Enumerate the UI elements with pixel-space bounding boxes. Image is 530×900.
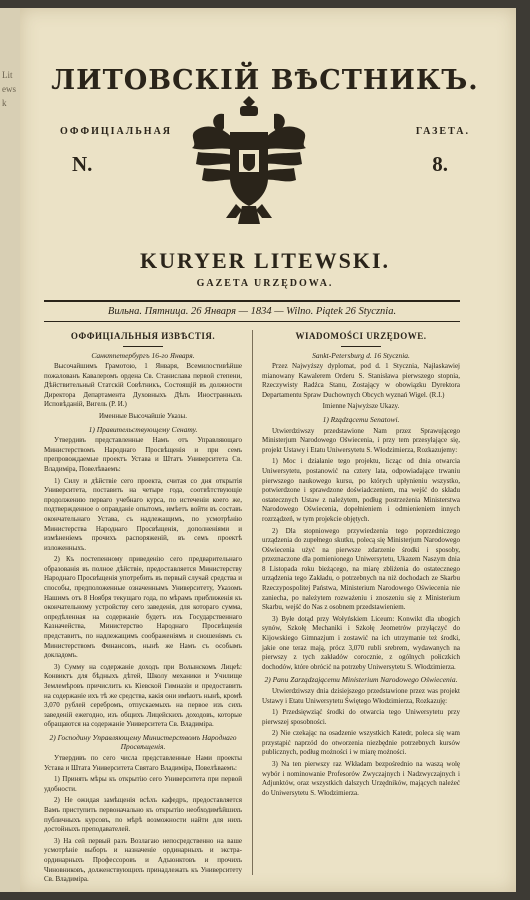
masthead-subtitle-right: ГАЗЕТА. (415, 126, 470, 137)
paragraph: 1) Moc i działanie tego projektu, licząc od dnia otwarcia Uniwersytetu, postanowić na cztery lata, odpowiadające trwaniu pierwszego naukowego kursu, po których upłynieniu wszystko, potwierdzone i sprawdzone doświadczeniem, ma wejść do składu ostatecznych Ustaw z należytem, podług postrzeżenia Ministerstwa Narodowego Oświecenia, dopełnieniem i odmienieniem innych rozrządzeń, w tym projekcie objętych. (262, 457, 460, 523)
subsection-heading: 1) Правительствующему Сенату. (88, 424, 198, 434)
paragraph: Utwierdziwszy dnia dzisiejszego przedstawione przez was projekt Ustawy i Etatu Uniwersytetu Świętego Włodzimierza, Rozkazuję: (262, 686, 460, 705)
paragraph: 3) Na ten pierwszy raz Wkładam bezpośrednio na waszą wolę wybór i nominowanie Profesorów Zwyczajnych i Nadzwyczajnych i Adjunktów, oraz wszystkich dalszych Urzędników, mających należeć do Uniwersytetu S. Włodzimierza. (262, 760, 460, 797)
section-heading: Именные Высочайшіе Указы. (99, 412, 187, 421)
paragraph: 2) Dla stopniowego przywiedzenia tego poprzedniczego urządzenia do zupełnego skutku, polecą się Ministerjum Narodowego Oświecenia użyć na pierwsze zdarzenie środki i sposoby, przeznaczone dla pomienionego Uniwersytetu, Ukazem Naszym dnia 8 Listopada roku bieżącego, na miarę zbliżenia do ostatecznego urządzenia tego Zakładu, o potrzebnych na niż dochodach ze Skarbu Rzeczypospolitej Państwa, Ministerium Narodowego Oświecenia nie zaniecha, po należytem rozważeniu i znoszeniu się z Ministerium Skarbu, wejść do Nas z osobnem przedstawieniem. (262, 526, 460, 612)
subsection-heading: 2) Господину Управляющему Министерствомъ Народнаго Просвѣщенія. (49, 732, 237, 752)
paragraph: Utwierdziwszy przedstawione Nam przez Sprawującego Ministerjum Narodowego Oświecenia, i przy tem przesyłające się, projekt Ustawy i Etatu Uniwersytetu S. Włodzimierza, Rozkazujemy: (262, 426, 460, 454)
rule-top (44, 300, 460, 302)
paragraph: 1) Принять мѣры къ открытію сего Университета при первой удобности. (44, 775, 242, 793)
masthead-title: ЛИТОВСКІЙ ВѢСТНИКЪ. (51, 65, 479, 96)
previous-page-text: Litewsk (2, 70, 16, 108)
previous-page-edge (0, 8, 21, 892)
polish-masthead-subtitle: GAZETA URZĘDOWA. (196, 278, 334, 289)
masthead-subtitle-left: ОФФИЦІАЛЬНАЯ (60, 126, 173, 137)
paragraph: 2) Къ постепенному приведенію сего предварительнаго образованія въ полное дѣйствіе, предоставляется Министерству Народнаго Просвѣщенія употребить въ первый случай средства и способы, предположенные означеннымъ Университету, Указомъ Нашимъ отъ 8 Ноября текущаго года, по мѣрамъ приближенія къ окончательному устройству сего заведенія, для котораго сумма, опредѣленная на содержаніе будетъ изъ Государственнаго Казначейства, Министерство Народнаго Просвѣщенія представитъ, по надлежащимъ соображеніямъ и сношеніямъ съ Министерствомъ Финансовъ, нынѣ же Намъ съ особымъ докладомъ. (44, 555, 242, 660)
date-line: Вильна. Пятница. 26 Января — 1834 — Wilno. Piątek 26 Stycznia. (107, 306, 397, 317)
section-heading: Imienne Najwyższe Ukazy. (322, 402, 400, 411)
issue-label: N. (72, 152, 93, 176)
paragraph: 3) На сей первый разъ Возлагаю непосредственно на ваше усмотрѣніе выборъ и назначеніе ординарныхъ и экстра-ординарныхъ Профессоровъ и Адъюнктовъ и прочихъ Чиновниковъ, долженствующихъ принадлежать къ Университету Св. Владиміра. (44, 836, 242, 884)
column-heading: WIADOMOŚCI URZĘDOWE. (295, 331, 427, 341)
paragraph: Утвердивъ по сего числа представленные Нами проекты Устава и Штата Университета Святаго Владиміра, Повелѣваемъ: (44, 753, 242, 772)
column-polish (262, 330, 460, 875)
double-headed-eagle-emblem (184, 92, 314, 232)
paragraph: 1) Przedsięwziąć środki do otwarcia tego Uniwersytetu przy pierwszej sposobności. (262, 708, 460, 726)
subsection-heading: 1) Rządzącemu Senatowi. (322, 415, 400, 425)
column-divider (252, 330, 253, 875)
paragraph: Высочайшимъ Грамотою, 1 Января, Всемилостивѣйше пожалованъ Кавалеромъ ордена Св. Станислава первой степени, Дѣйствительный Статскій Совѣтникъ, Состоящій въ должности Директора Департамента Духовныхъ Дѣлъ Иностранныхъ Исповѣданій, Вигель (Р. И.) (44, 362, 242, 409)
paragraph: 2) Nie czekając na osadzenie wszystkich Katedr, poleca się wam przystąpić naprzód do otworzenia niezbędnie potrzebnych kursów publicznych, podług możności i w miarę możności. (262, 729, 460, 757)
column-russian (44, 330, 242, 884)
paragraph: 2) Не ожидая замѣщенія всѣхъ кафедръ, предоставляется Вамъ приступить первоначально къ открытію необходимѣйшихъ публичныхъ курсовъ, по мѣрѣ возможности найти для нихъ достойныхъ преподавателей. (44, 796, 242, 834)
issue-number: 8. (432, 152, 448, 176)
dateline: Sankt-Petersburg d. 16 Stycznia. (312, 350, 410, 360)
column-heading: ОФФИЦІАЛЬНЫЯ ИЗВѢСТІЯ. (70, 331, 216, 341)
subsection-heading: 2) Panu Zarządzającemu Ministerium Narodowego Oświecenia. (264, 675, 458, 685)
divider (123, 346, 163, 347)
dateline: Санктпетербургъ 16-го Января. (91, 350, 195, 360)
paragraph: Przez Najwyższy dyplomat, pod d. 1 Stycznia, Najłaskawiej mianowany Kawalerem Orderu S. Stanisława pierwszego stopnia, Rzeczywisty Radźca Stanu, Zostający w obowiązku Dyrektora Departamentu Spraw Duchownych Obcych wyznań Wigel. (R.I.) (262, 362, 460, 399)
rule-bottom (44, 321, 460, 322)
divider (341, 346, 381, 347)
paragraph: 3) Byłe dotąd przy Wołyńskiem Liceum: Konwikt dla ubogich synów, Szkołę Mechaniki i Szkołę Jeometrów przyłączyć do Kijowskiego Gimnazjum i zostawić na ich utrzymanie też środki, jakie one teraz mają, prócz 3,070 rubli srebrem, wydawanych na pierwszy z tych zakładów corocznie, z ogólnych połiczkich dochodów, które obrócić na potrzeby Uniwersytetu S. Włodzimierza. (262, 614, 460, 671)
paragraph: 1) Силу и дѣйствіе сего проекта, считая со дня открытія Университета, поставить на четыре года, соотвѣтствующіе продолжению перваго учебнаго курса, по истеченіи коего же, подтвержденное о оправданіе опытомъ, имѣетъ войти въ составъ окончательнаго Устава, съ надлежащимъ, по усмотрѣнію Министерства Народнаго Просвѣщенія, дополненіями и измѣненіемъ прочихъ распоряженій, въ семъ проектѣ изложенныхъ. (44, 476, 242, 552)
paragraph: 3) Сумму на содержаніе доходъ при Волынскомъ Лицеѣ: Конвиктъ для бѣдныхъ дѣтей, Школу механики и Училище Землемѣровъ причислить къ Кіевской Гимназіи и предоставить на содержаніе ихъ тѣ же средства, какія они имѣютъ нынѣ, кромѣ 3,070 рублей серебромъ, отпускаемыхъ на первое изъ сихъ заведеній ежегодно, изъ общихъ Лицейскихъ доходовъ, которые обращаются на содержаніе Университета Св. Владиміра. (44, 662, 242, 729)
polish-masthead-title: KURYER LITEWSKI. (139, 248, 391, 273)
paragraph: Утвердивъ представленные Намъ отъ Управляющаго Министерствомъ Народнаго Просвѣщенія и при семъ препровождаемые проектъ Устава и Штатъ Университета Св. Владиміра, Повелѣваемъ: (44, 436, 242, 473)
